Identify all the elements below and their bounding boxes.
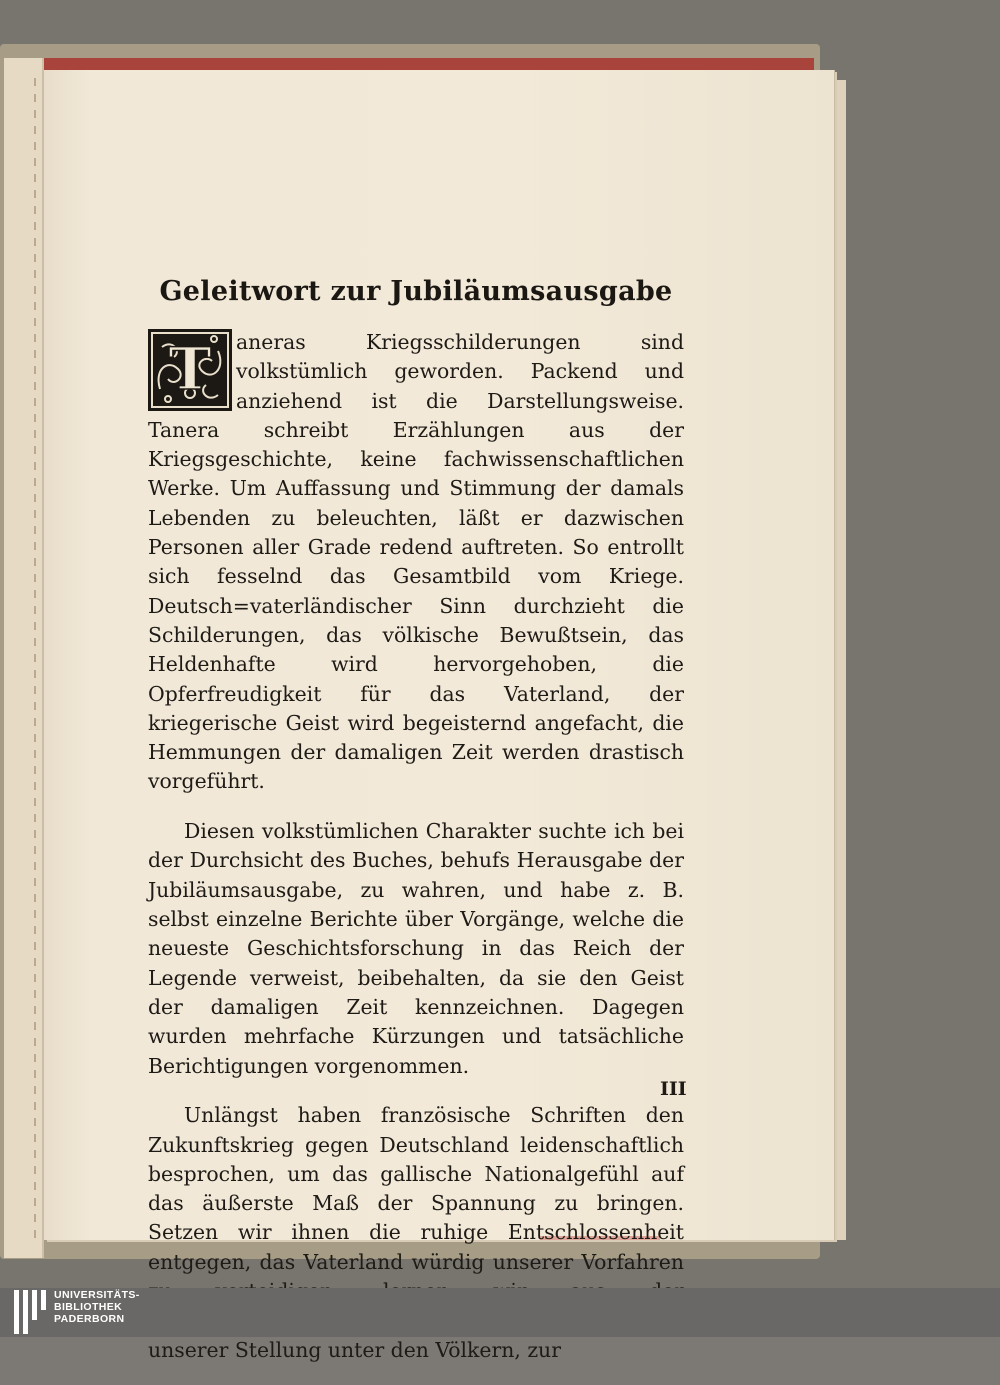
dropcap-letter: T xyxy=(168,335,212,403)
paragraph-1 xyxy=(148,328,684,797)
logo-line-1: UNIVERSITÄTS- xyxy=(54,1289,140,1301)
body-text xyxy=(148,328,684,1385)
binding-stitch xyxy=(34,78,36,1238)
page-fore-edge xyxy=(832,80,846,1240)
paragraph-2: Diesen volkstümlichen Charakter suchte ich bei der Durchsicht des Buches, behufs Herausgabe der Jubiläumsausgabe, zu wahren, und habe z. B. selbst einzelne Berichte über Vorgänge, welche die neueste Geschichtsforschung in das Reich der Legende verweist, beibehalten, da sie den Geist der damaligen Zeit kennzeichnen. Dagegen wurden mehrfache Kürzungen und tatsächliche Berichtigungen vorgenommen. xyxy=(148,819,684,1078)
library-logo-icon xyxy=(14,1290,46,1334)
library-logo-text xyxy=(54,1290,140,1325)
page-number: III xyxy=(660,1078,687,1100)
logo-line-2: BIBLIOTHEK xyxy=(54,1300,123,1313)
logo-line-3: PADERBORN xyxy=(54,1312,125,1325)
left-page-edge xyxy=(4,58,44,1258)
footer-bar xyxy=(0,1288,1000,1337)
page-title: Geleitwort zur Jubiläumsausgabe xyxy=(159,276,673,307)
paragraph-1-text: aneras Kriegsschilderungen sind volkstümlich geworden. Packend und anziehend ist die Darstellungsweise. Tanera schreibt Erzählungen aus der Kriegsgeschichte, keine fachwissenschaftlichen Werke. Um Auffassung und Stimmung der damals Lebenden zu beleuchten, läßt er dazwischen Personen aller Grade redend auftreten. So entrollt sich fesselnd das Gesamtbild vom Kriege. Deutsch=vaterländischer Sinn durchzieht die Schilderungen, das völkische Bewußtsein, das Heldenhafte wird hervorgehoben, die Opferfreudigkeit für das Vaterland, der kriegerische Geist wird begeisternd angefacht, die Hemmungen der damaligen Zeit werden drastisch vorgeführt. xyxy=(148,330,684,794)
paragraph-3: Unlängst haben französische Schriften den Zukunftskrieg gegen Deutschland leidenschaftlich besprochen, um das gallische Nationalgefühl auf das äußerste Maß der Spannung zu bringen. Setzen wir ihnen die ruhige Entschlossenheit entgegen, das Vaterland würdig unserer Vorfahren unserer Stellung unter den Völkern, zur xyxy=(148,1103,684,1362)
